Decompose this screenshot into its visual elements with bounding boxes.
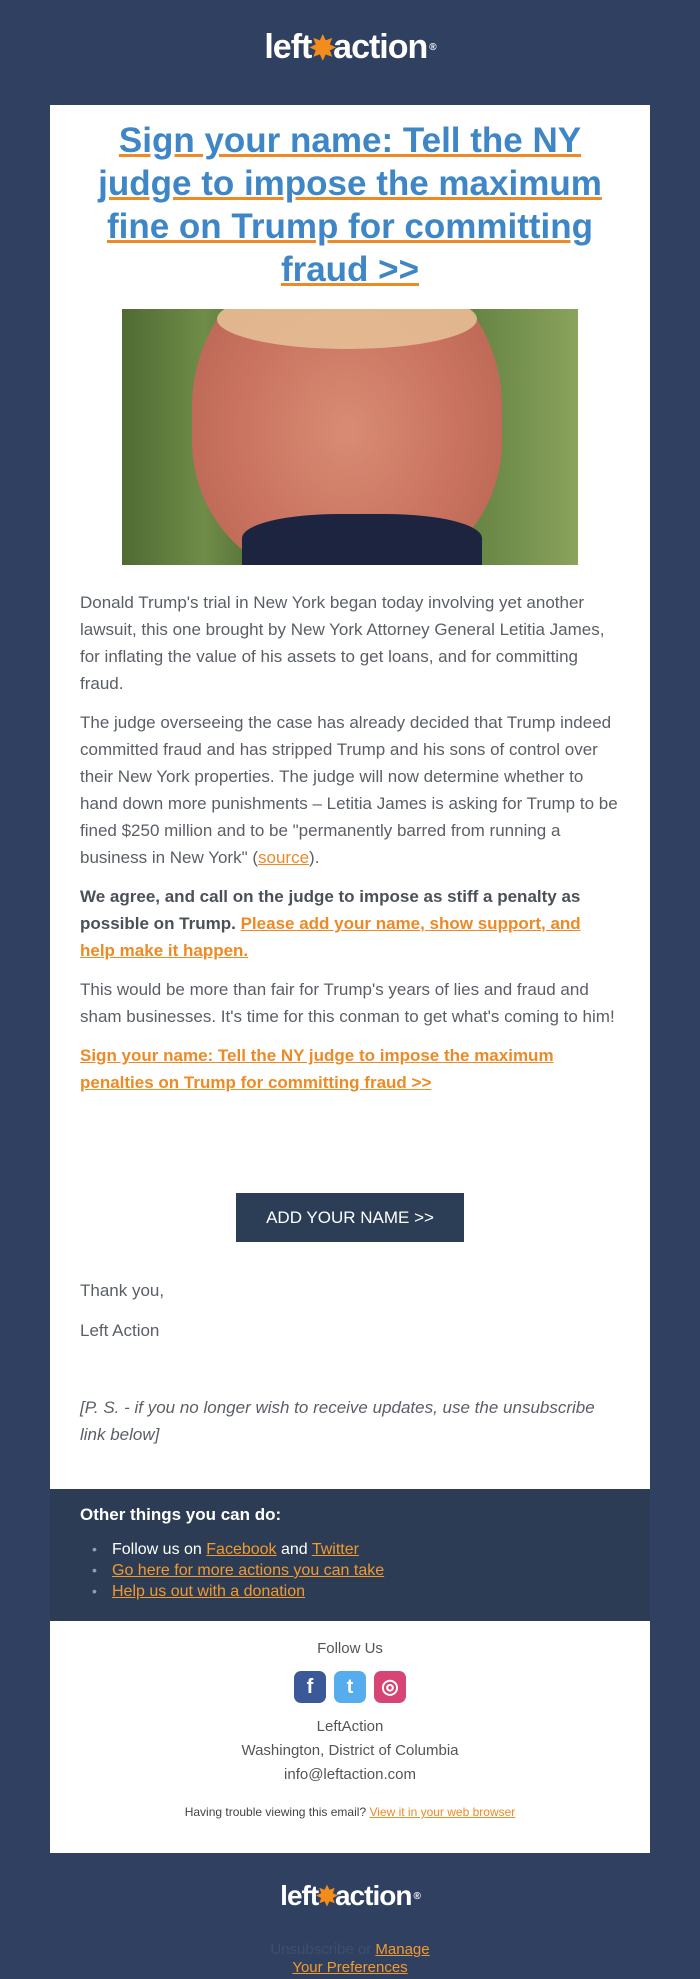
trump-photo[interactable] bbox=[122, 309, 578, 565]
logo-registered-mark: ® bbox=[429, 42, 436, 53]
headline bbox=[50, 105, 650, 291]
email-card bbox=[50, 105, 650, 1489]
paragraph-agree bbox=[80, 883, 620, 964]
follow-us-label: Follow Us bbox=[317, 1640, 383, 1657]
org-email: info@leftaction.com bbox=[284, 1766, 416, 1783]
and-text: and bbox=[276, 1541, 312, 1558]
org-location: Washington, District of Columbia bbox=[241, 1742, 459, 1759]
add-name-link[interactable]: Please add your name, show support, and help make it happen. bbox=[80, 914, 581, 960]
facebook-link[interactable]: Facebook bbox=[206, 1541, 277, 1558]
trouble-text: Having trouble viewing this email? bbox=[184, 1805, 370, 1819]
cta-container bbox=[50, 1193, 650, 1242]
paragraph-fair: This would be more than fair for Trump's years of lies and fraud and sham businesses. It's time for this conman to get what's coming to him! bbox=[80, 980, 615, 1026]
twitter-icon[interactable]: t bbox=[334, 1671, 366, 1703]
body-content bbox=[80, 589, 620, 1108]
signoff-name: Left Action bbox=[80, 1321, 160, 1340]
footer-logo-burst-icon: ✸ bbox=[316, 1880, 337, 1911]
manage-link[interactable]: Manage bbox=[375, 1941, 430, 1958]
headline-link[interactable]: Sign your name: Tell the NY judge to impose the maximum fine on Trump for committing fraud >> bbox=[98, 121, 602, 289]
source-link[interactable]: source bbox=[258, 848, 310, 867]
postscript: [P. S. - if you no longer wish to receive updates, use the unsubscribe link below] bbox=[80, 1398, 595, 1444]
list-item-actions bbox=[92, 1560, 620, 1581]
paragraph-intro: Donald Trump's trial in New York began today involving yet another lawsuit, this one brought by New York Attorney General Letitia James, for inflating the value of his assets to get loans, and for committing fraud. bbox=[80, 593, 605, 693]
paragraph-sign bbox=[80, 1042, 620, 1096]
signoff-thanks: Thank you, bbox=[80, 1281, 165, 1300]
unsubscribe-block bbox=[0, 1941, 700, 1977]
logo-burst-icon: ✸ bbox=[309, 29, 336, 66]
list-item-follow bbox=[92, 1539, 620, 1560]
facebook-icon[interactable]: f bbox=[294, 1671, 326, 1703]
footer-logo-left-text: left bbox=[280, 1880, 319, 1911]
footer-logo-right-text: action bbox=[334, 1880, 412, 1911]
other-actions-title: Other things you can do: bbox=[80, 1505, 282, 1524]
social-icons bbox=[50, 1671, 650, 1703]
trouble-viewing bbox=[50, 1805, 650, 1819]
footer bbox=[50, 1621, 650, 1853]
header-logo[interactable] bbox=[0, 28, 700, 67]
logo-left-text: left bbox=[264, 28, 312, 66]
add-your-name-button[interactable]: ADD YOUR NAME >> bbox=[236, 1193, 464, 1242]
footer-logo[interactable] bbox=[0, 1880, 700, 1912]
sign-name-link[interactable]: Sign your name: Tell the NY judge to impose the maximum penalties on Trump for committing fraud >> bbox=[80, 1046, 554, 1092]
other-actions-section bbox=[50, 1489, 650, 1621]
follow-prefix: Follow us on bbox=[112, 1541, 207, 1558]
agree-strong-text: We agree, and call on the judge to impose as stiff a penalty as possible on Trump. bbox=[80, 887, 581, 933]
paragraph-judge bbox=[80, 709, 620, 871]
donation-link[interactable]: Help us out with a donation bbox=[112, 1583, 306, 1600]
other-actions-list bbox=[80, 1539, 620, 1602]
preferences-link[interactable]: Your Preferences bbox=[292, 1959, 408, 1976]
signoff bbox=[80, 1277, 164, 1357]
unsubscribe-text[interactable]: Unsubscribe or bbox=[270, 1941, 376, 1958]
twitter-link[interactable]: Twitter bbox=[311, 1541, 359, 1558]
paragraph-judge-text: The judge overseeing the case has already decided that Trump indeed committed fraud and has stripped Trump and his sons of control over their New York properties. The judge will now determine whether to hand down more punishments – Letitia James is asking for Trump to be fined $250 million and to be "permanently barred from running a business in New York" ( bbox=[80, 713, 618, 867]
instagram-icon[interactable]: ◎ bbox=[374, 1671, 406, 1703]
footer-logo-registered-mark: ® bbox=[413, 1890, 420, 1902]
paragraph-judge-end: ). bbox=[309, 848, 320, 867]
more-actions-link[interactable]: Go here for more actions you can take bbox=[112, 1562, 385, 1579]
list-item-donation bbox=[92, 1581, 620, 1602]
address-block bbox=[50, 1715, 650, 1787]
logo-right-text: action bbox=[333, 28, 428, 66]
org-name: LeftAction bbox=[316, 1718, 384, 1735]
view-in-browser-link[interactable]: View it in your web browser bbox=[369, 1805, 516, 1819]
photo-suit bbox=[242, 514, 482, 565]
